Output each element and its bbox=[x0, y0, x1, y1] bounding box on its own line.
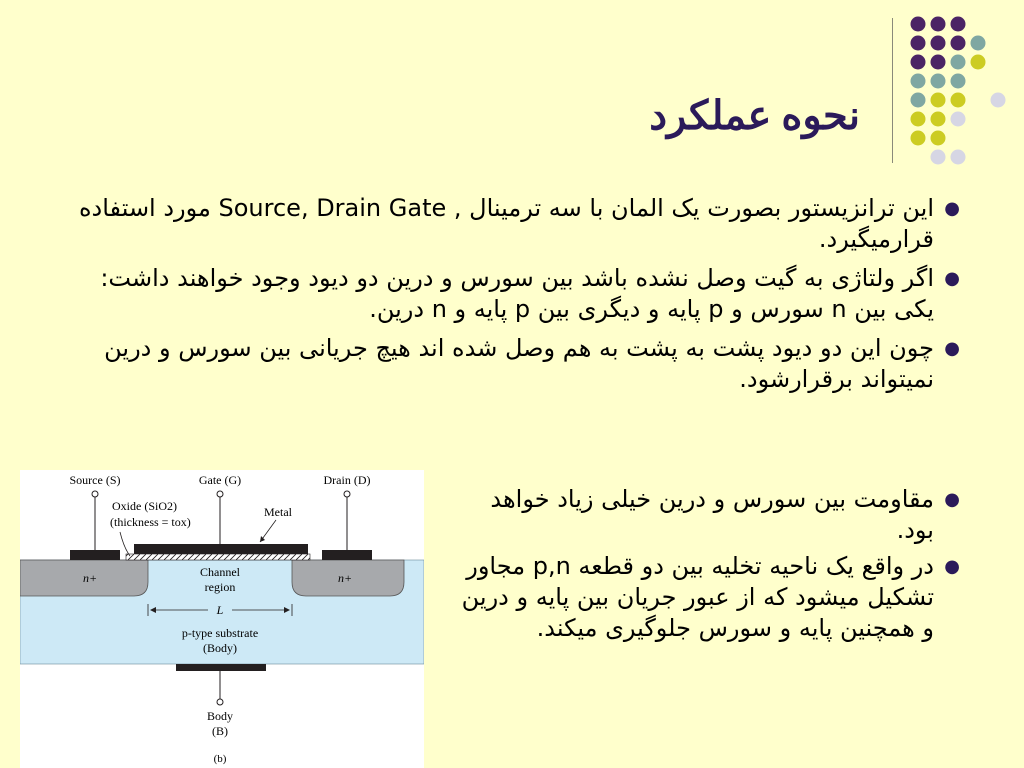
metal-label: Metal bbox=[264, 505, 292, 519]
decor-dot bbox=[911, 17, 926, 32]
decor-dot bbox=[931, 131, 946, 146]
substrate-label: p-type substrate bbox=[181, 626, 259, 640]
decorative-dot-grid bbox=[0, 0, 1024, 170]
bullet-text: در واقع یک ناحیه تخلیه بین دو قطعه p,n مجاور تشکیل میشود که از عبور جریان بین پایه و درین و همچنین پایه و سورس جلوگیری میکند. bbox=[461, 552, 934, 642]
decor-dot bbox=[911, 131, 926, 146]
bullet-list-top bbox=[60, 193, 962, 403]
bullet-dot-icon: ● bbox=[944, 198, 960, 219]
decor-dot bbox=[931, 36, 946, 51]
decor-dot bbox=[931, 17, 946, 32]
body-terminal-icon bbox=[217, 699, 223, 705]
decor-dot bbox=[951, 112, 966, 127]
body-region-label: (Body) bbox=[203, 641, 237, 655]
title-divider-line bbox=[892, 18, 893, 163]
decor-dot bbox=[911, 112, 926, 127]
bullet-list-bottom bbox=[450, 484, 962, 649]
oxide-label: Oxide (SiO2) bbox=[112, 499, 177, 513]
decor-dot bbox=[951, 17, 966, 32]
oxide-layer bbox=[126, 554, 310, 560]
source-label: Source (S) bbox=[69, 473, 121, 487]
bullet-dot-icon: ● bbox=[944, 489, 960, 510]
bullet-item bbox=[450, 484, 962, 546]
decor-dot bbox=[931, 150, 946, 165]
drain-terminal-icon bbox=[344, 491, 350, 497]
bullet-text: چون این دو دیود پشت به پشت به هم وصل شده اند هیچ جریانی بین سورس و درین نمیتواند برقرارشود. bbox=[104, 334, 934, 393]
gate-terminal-icon bbox=[217, 491, 223, 497]
decor-dot bbox=[991, 93, 1006, 108]
decor-dot bbox=[931, 74, 946, 89]
region-label: region bbox=[204, 580, 236, 594]
decor-dot bbox=[911, 93, 926, 108]
bullet-dot-icon: ● bbox=[944, 338, 960, 359]
decor-dot bbox=[951, 55, 966, 70]
source-terminal-icon bbox=[92, 491, 98, 497]
gate-label: Gate (G) bbox=[198, 473, 242, 487]
channel-label: Channel bbox=[200, 565, 240, 579]
decor-dot bbox=[951, 150, 966, 165]
decor-dot bbox=[971, 36, 986, 51]
source-electrode bbox=[70, 550, 120, 560]
thickness-label: (thickness = tox) bbox=[110, 515, 191, 529]
decor-dot bbox=[911, 55, 926, 70]
gate-metal-electrode bbox=[134, 544, 308, 554]
bullet-dot-icon: ● bbox=[944, 556, 960, 577]
decor-dot bbox=[931, 55, 946, 70]
bullet-item bbox=[60, 333, 962, 395]
n-plus-right-label: n+ bbox=[337, 571, 353, 585]
mosfet-cross-section-figure bbox=[20, 470, 424, 768]
decor-dot bbox=[931, 93, 946, 108]
decor-dot bbox=[911, 74, 926, 89]
decor-dot bbox=[951, 93, 966, 108]
bullet-item bbox=[60, 193, 962, 255]
decor-dot bbox=[931, 112, 946, 127]
body-electrode bbox=[176, 664, 266, 671]
decor-dot bbox=[911, 36, 926, 51]
bullet-text: این ترانزیستور بصورت یک المان با سه ترمینال , Source, Drain Gate مورد استفاده قرارمیگیرد. bbox=[78, 194, 934, 253]
slide-title: نحوه عملکرد bbox=[649, 93, 860, 138]
body-terminal-letter: (B) bbox=[212, 724, 228, 738]
bullet-text: اگر ولتاژی به گیت وصل نشده باشد بین سورس و درین دو دیود وجود خواهند داشت: یکی بین n سورس و p پایه و دیگری بین p پایه و n درین. bbox=[100, 264, 934, 323]
drain-label: Drain (D) bbox=[323, 473, 371, 487]
length-label: L bbox=[216, 603, 224, 617]
drain-electrode bbox=[322, 550, 372, 560]
decor-dot bbox=[951, 36, 966, 51]
bullet-item bbox=[450, 551, 962, 644]
n-plus-left-label: n+ bbox=[82, 571, 98, 585]
bullet-item bbox=[60, 263, 962, 325]
decor-dot bbox=[971, 55, 986, 70]
bullet-text: مقاومت بین سورس و درین خیلی زیاد خواهد بود. bbox=[490, 485, 934, 544]
body-terminal-label: Body bbox=[206, 709, 234, 723]
decor-dot bbox=[951, 74, 966, 89]
figure-caption: (b) bbox=[213, 753, 227, 765]
bullet-dot-icon: ● bbox=[944, 268, 960, 289]
